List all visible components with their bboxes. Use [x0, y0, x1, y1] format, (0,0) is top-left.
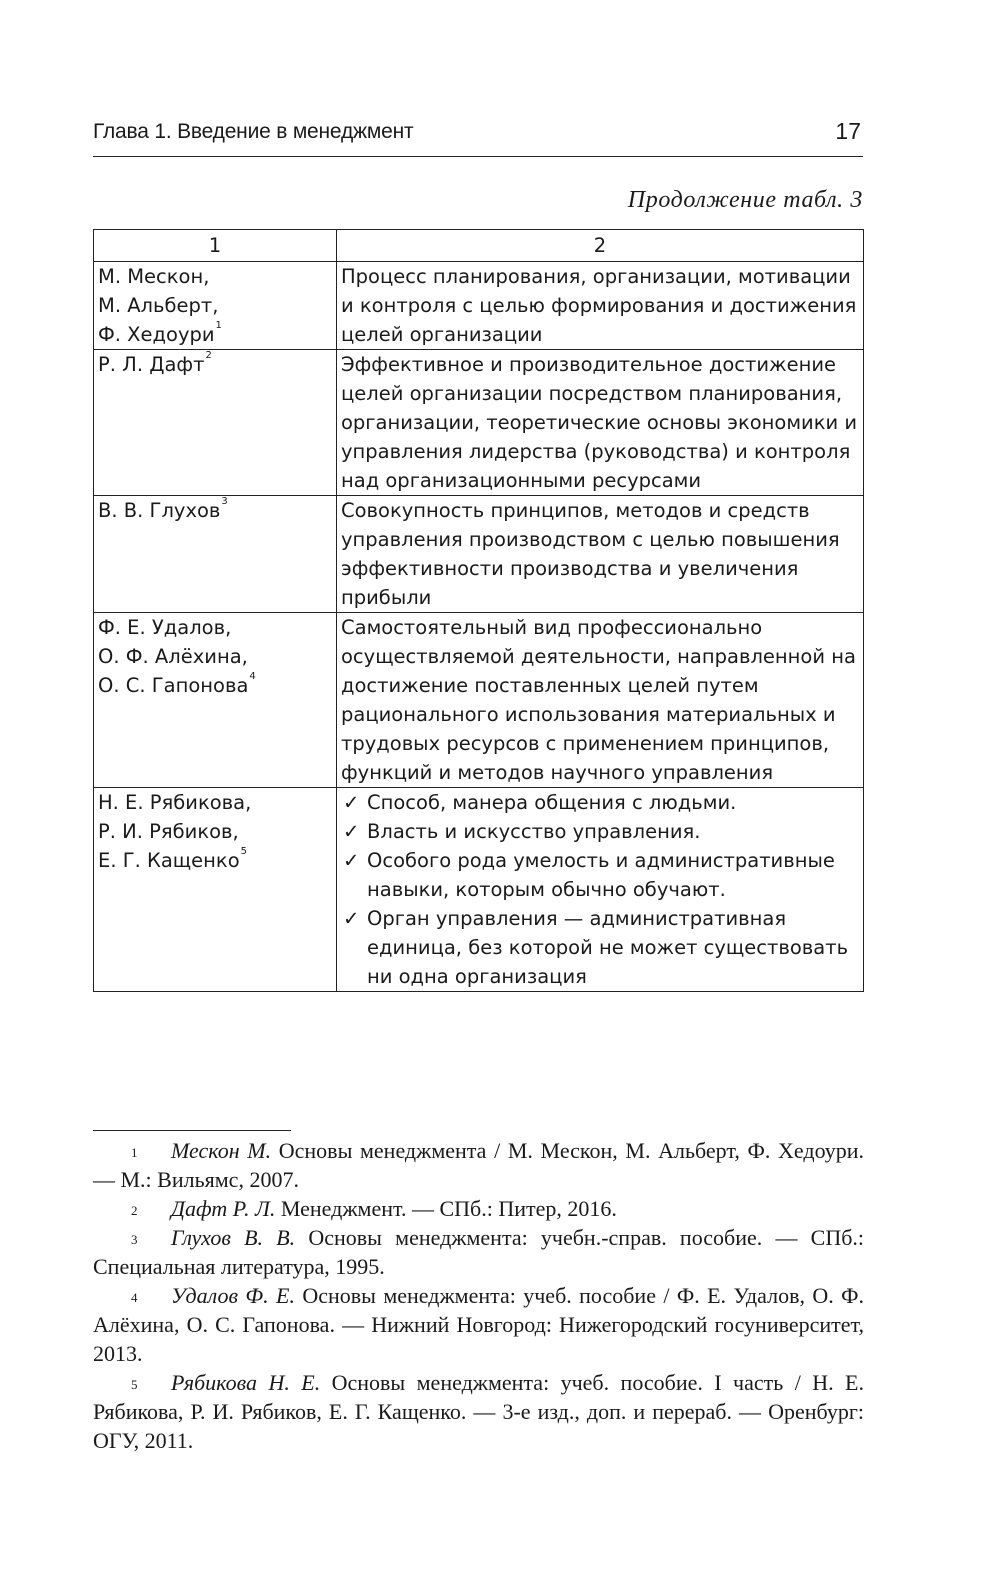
column-header-2: 2: [337, 230, 864, 262]
column-header-1: 1: [94, 230, 337, 262]
footnote-author: Глухов В. В.: [171, 1225, 296, 1250]
footnote-author: Удалов Ф. Е.: [171, 1283, 295, 1308]
footnote-author: Мескон М.: [171, 1138, 272, 1163]
check-list: [341, 788, 859, 991]
author-name: Е. Г. Кащенко$^5$: [98, 846, 247, 872]
table-row: [94, 496, 864, 613]
table-row: [94, 613, 864, 788]
definitions-table: [93, 229, 864, 992]
footnote-ref: 2: [205, 350, 212, 361]
footnote: [93, 1223, 864, 1281]
table-continuation-caption: Продолжение табл. 3: [627, 187, 863, 213]
author-name: Ф. Хедоури$^1$: [98, 320, 222, 346]
page-number: 17: [835, 118, 861, 144]
table-header-row: [94, 230, 864, 262]
footnote-text: Менеджмент. — СПб.: Питер, 2016.: [275, 1196, 617, 1221]
author-name: В. В. Глухов$^3$: [98, 496, 228, 522]
author-cell: [94, 613, 337, 788]
definition-cell: Эффективное и производительное достижение целей организации посредством планирования, организации, теоретические основы экономики и управления лидерства (руководства) и контроля над организационными ресурсами: [337, 350, 864, 496]
table-row: [94, 788, 864, 992]
definition-cell: Самостоятельный вид профессионально осуществляемой деятельности, направленной на достижение поставленных целей путем рационального использования материальных и трудовых ресурсов с применением принципов, функций и методов научного управления: [337, 613, 864, 788]
author-name: М. Альберт,: [98, 294, 219, 317]
footnote-author: Рябикова Н. Е.: [171, 1370, 321, 1395]
author-cell: [94, 350, 337, 496]
footnote-text: Основы менеджмента / М. Мескон, М. Альберт, Ф. Хедоури. — М.: Вильямс, 2007.: [93, 1138, 864, 1192]
author-name: М. Мескон,: [98, 265, 210, 288]
footnote-separator: [93, 1130, 291, 1131]
author-name: Н. Е. Рябикова,: [98, 791, 252, 814]
footnote: [93, 1368, 864, 1455]
footnote-number: 5: [131, 1377, 138, 1392]
footnote-author: Дафт Р. Л.: [171, 1196, 276, 1221]
author-cell: [94, 496, 337, 613]
checkmark-icon: ✓: [343, 791, 360, 814]
author-name: О. Ф. Алёхина,: [98, 645, 248, 668]
author-name: Ф. Е. Удалов,: [98, 616, 232, 639]
footnote-number: 4: [131, 1290, 138, 1305]
footnotes: [93, 1136, 864, 1455]
list-item: ✓ Орган управления — административная единица, без которой не может существовать ни одна организация: [341, 904, 859, 991]
definition-cell: Процесс планирования, организации, мотивации и контроля с целью формирования и достижения целей организации: [337, 262, 864, 350]
table-row: [94, 350, 864, 496]
footnote-number: 1: [131, 1145, 138, 1160]
footnote-ref: 3: [221, 496, 228, 507]
checkmark-icon: ✓: [343, 820, 360, 843]
footnote-ref: 1: [215, 320, 222, 331]
footnote-ref: 4: [249, 671, 256, 682]
table-row: [94, 262, 864, 350]
checkmark-icon: ✓: [343, 849, 360, 872]
running-header: [93, 116, 863, 157]
author-cell: [94, 788, 337, 992]
list-item: ✓ Способ, манера общения с людьми.: [341, 788, 859, 817]
author-name: О. С. Гапонова$^4$: [98, 671, 256, 697]
footnote: [93, 1136, 864, 1194]
author-name: Р. Л. Дафт$^2$: [98, 350, 212, 376]
footnote-ref: 5: [240, 846, 247, 857]
footnote-text: Основы менеджмента: учеб. пособие. I часть / Н. Е. Рябикова, Р. И. Рябиков, Е. Г. Кащенко. — 3-е изд., доп. и перераб. — Оренбург: ОГУ, 2011.: [93, 1370, 864, 1453]
footnote-number: 2: [131, 1203, 138, 1218]
list-item: ✓ Особого рода умелость и административные навыки, которым обычно обучают.: [341, 846, 859, 904]
checkmark-icon: ✓: [343, 907, 360, 930]
definition-cell: Совокупность принципов, методов и средств управления производством с целью повышения эффективности производства и увеличения прибыли: [337, 496, 864, 613]
footnote: [93, 1194, 864, 1223]
footnote-number: 3: [131, 1232, 138, 1247]
definition-cell: [337, 788, 864, 992]
footnote: [93, 1281, 864, 1368]
author-name: Р. И. Рябиков,: [98, 820, 239, 843]
footnote-text: Основы менеджмента: учеб. пособие / Ф. Е. Удалов, О. Ф. Алёхина, О. С. Гапонова. — Нижний Новгород: Нижегородский госуниверситет, 2013.: [93, 1283, 864, 1366]
author-cell: [94, 262, 337, 350]
list-item: ✓ Власть и искусство управления.: [341, 817, 859, 846]
chapter-title: Глава 1. Введение в менеджмент: [93, 120, 414, 143]
footnote-text: Основы менеджмента: учебн.-справ. пособие. — СПб.: Специальная литература, 1995.: [93, 1225, 865, 1279]
